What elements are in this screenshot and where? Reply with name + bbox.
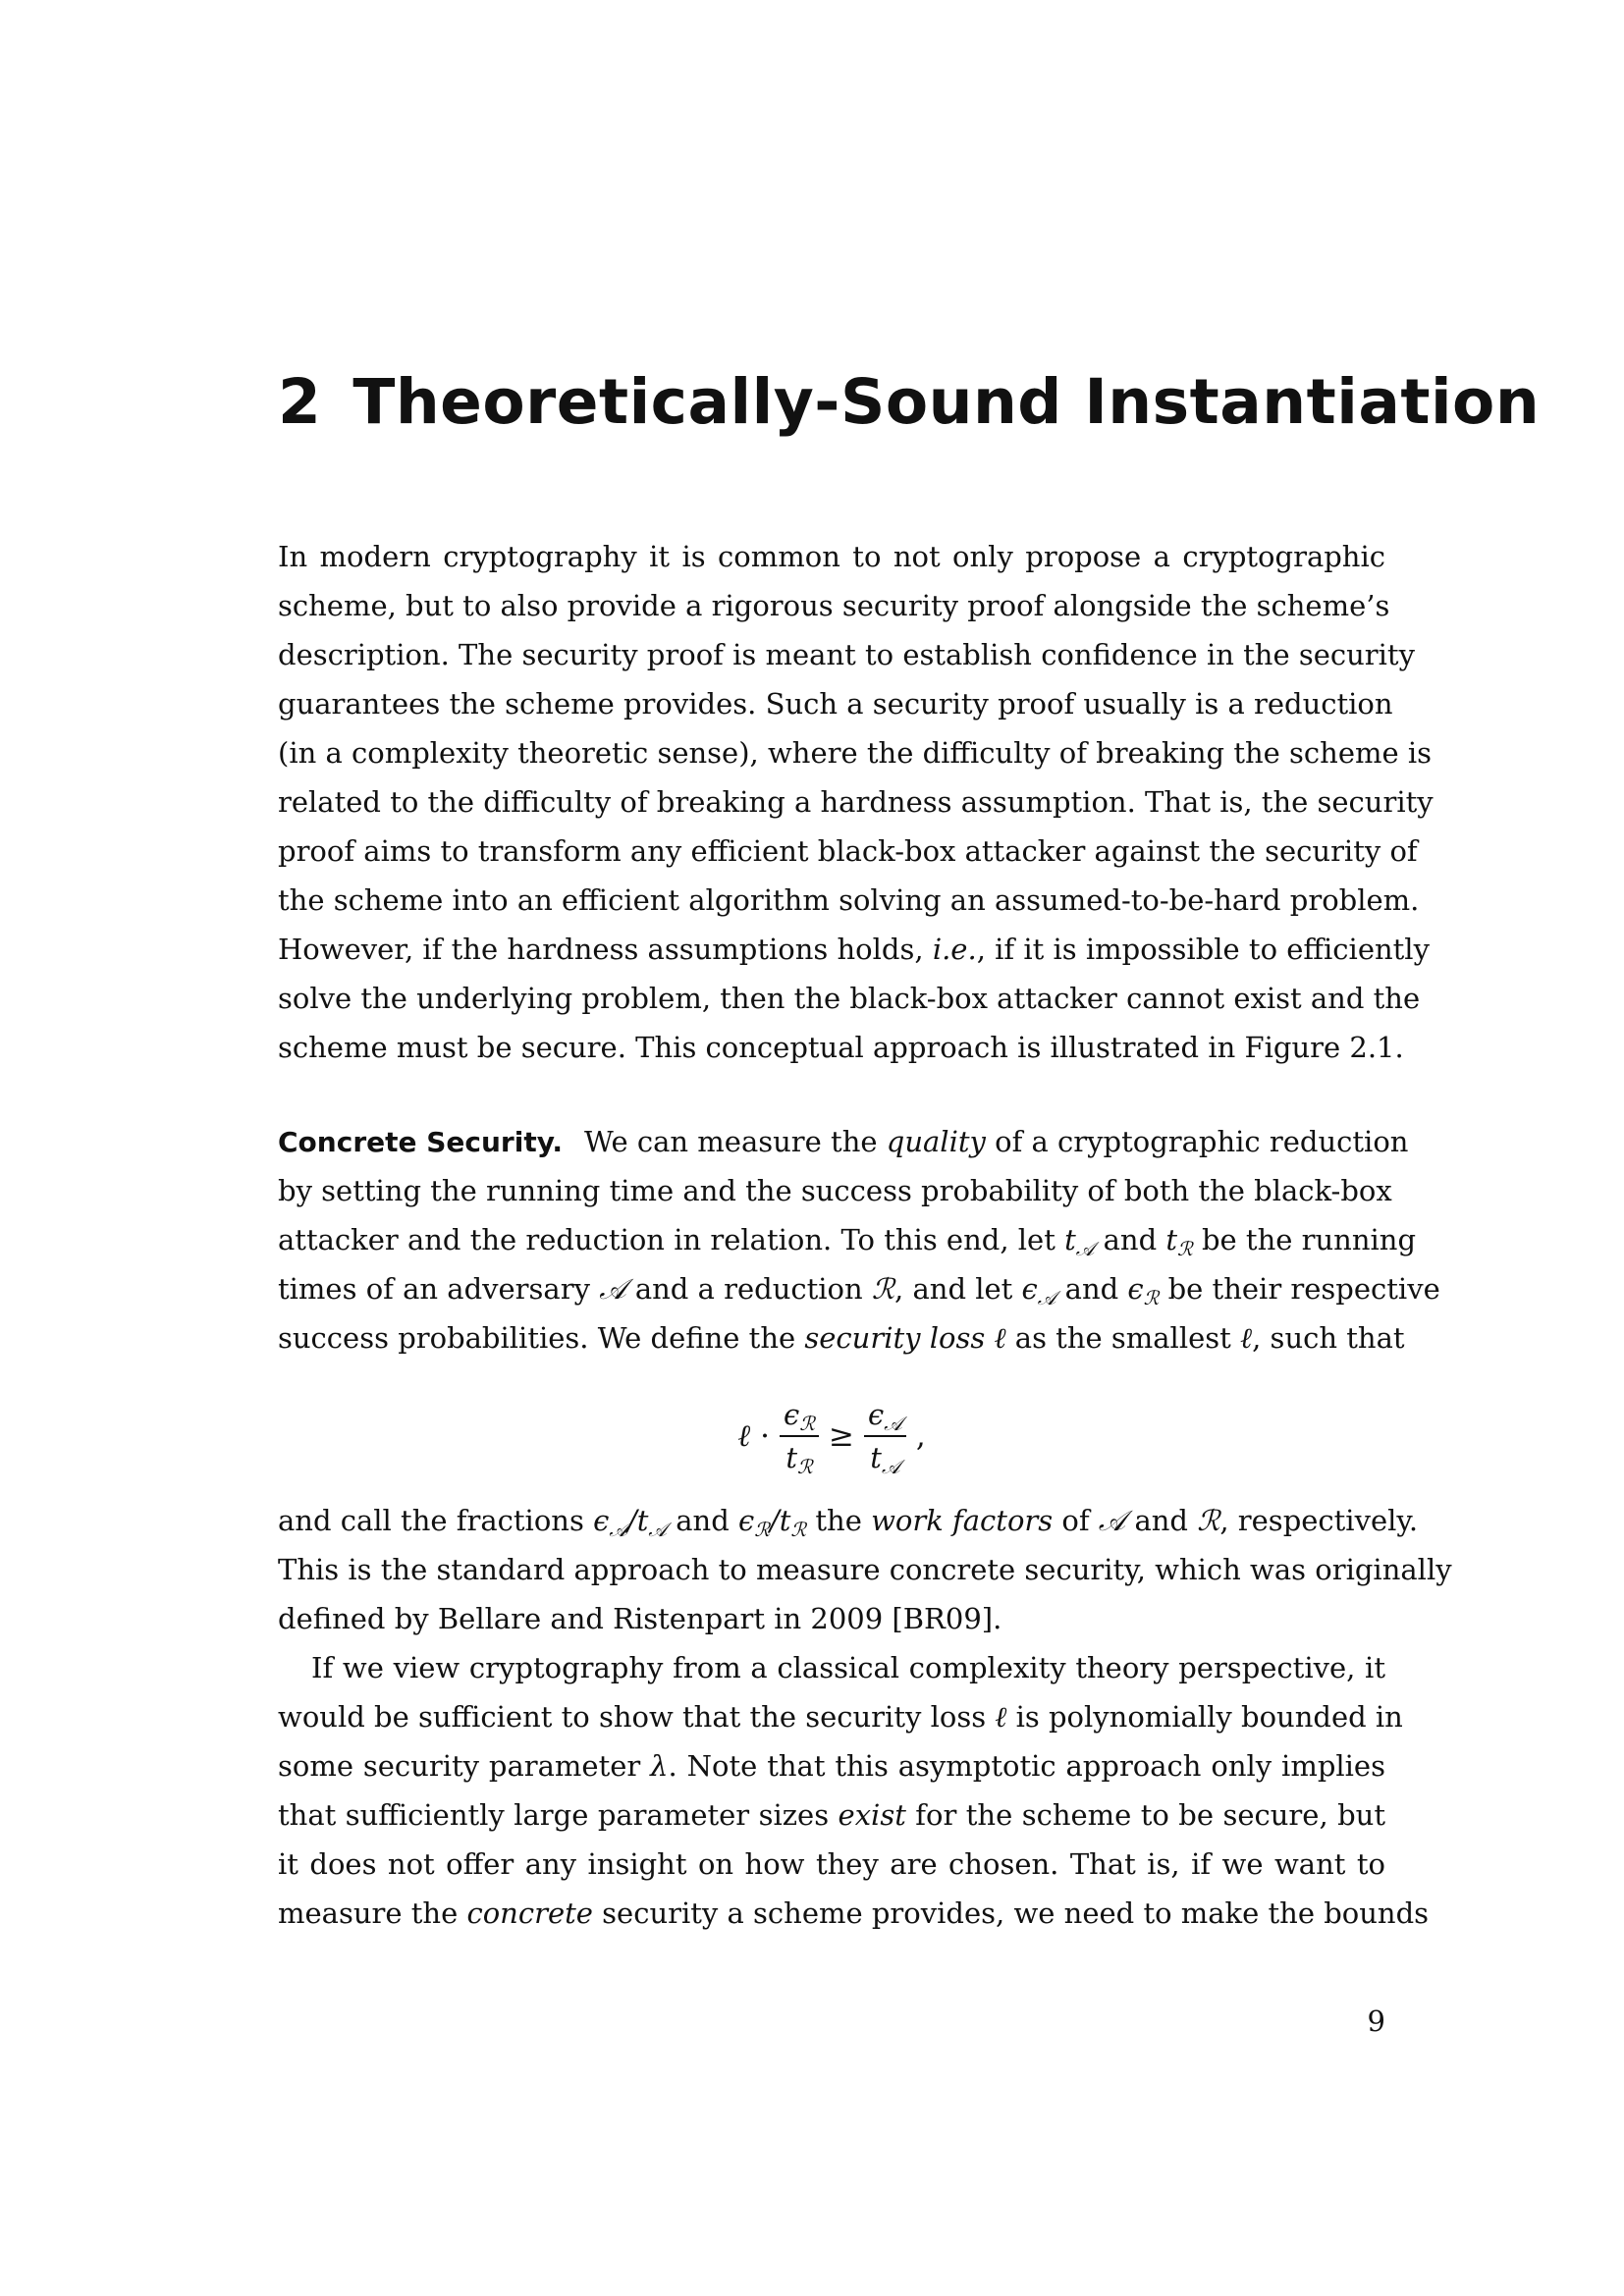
math-cdot: ·	[760, 1418, 771, 1454]
math-t-adv: $t_𝒜$	[1064, 1223, 1095, 1260]
text-run: and a reduction	[625, 1272, 872, 1306]
math-lambda: λ	[650, 1749, 669, 1783]
text-run: is polynomially bounded in	[1006, 1700, 1403, 1734]
text-run: and	[1125, 1504, 1198, 1537]
security-loss-equation	[278, 1382, 1385, 1490]
math-ell: ℓ	[1240, 1321, 1253, 1355]
math-eps-adv: $\epsilon_𝒜$	[1021, 1272, 1056, 1309]
math-adversary: 𝒜	[599, 1272, 626, 1306]
text-run: some security parameter	[278, 1749, 651, 1783]
text-run: scheme must be secure. This conceptual approach is illustrated in Figure 2.1.	[278, 1031, 1404, 1064]
math-work-factor-adv: $\epsilon_𝒜/t_𝒜$	[593, 1504, 668, 1541]
fraction-numerator: $\epsilon_𝒜$	[864, 1398, 906, 1437]
text-run: success probabilities. We define the	[278, 1321, 805, 1355]
math-ell: ℓ	[737, 1418, 751, 1454]
math-reduction: ℛ	[1197, 1504, 1220, 1537]
concrete-security-paragraph	[278, 1117, 1440, 1362]
text-run: the	[806, 1504, 872, 1537]
text-run: , and let	[894, 1272, 1022, 1306]
page-number: 9	[1367, 2004, 1385, 2038]
text-run: However, if the hardness assumptions holds,	[278, 933, 933, 966]
math-work-factor-red: $\epsilon_ℛ/t_ℛ$	[738, 1504, 807, 1541]
text-line	[278, 1264, 1440, 1313]
math-t-red: $t_ℛ$	[1165, 1223, 1193, 1260]
text-line: In modern cryptography it is common to not only propose a cryptographic	[278, 540, 1385, 573]
emphasis: concrete	[466, 1896, 593, 1930]
text-run: of	[1053, 1504, 1099, 1537]
math-ell: ℓ	[995, 1700, 1007, 1734]
text-line	[278, 925, 1430, 974]
emphasis: quality	[886, 1125, 986, 1158]
fraction-denominator: $t_ℛ$	[785, 1441, 813, 1478]
text-run: be their respective	[1159, 1272, 1440, 1306]
text-line	[278, 1215, 1417, 1264]
text-line	[278, 1023, 1404, 1072]
chapter-title-text: Theoretically-Sound Instantiation	[352, 366, 1541, 438]
text-line: related to the difficulty of breaking a hardness assumption. That is, the security	[278, 785, 1434, 819]
math-eps-red: $\epsilon_ℛ$	[1127, 1272, 1160, 1309]
intro-paragraph	[278, 532, 1434, 1072]
text-run: measure the	[278, 1896, 467, 1930]
text-line	[278, 1496, 1419, 1545]
emphasis: exist	[838, 1798, 906, 1832]
fraction-adversary	[864, 1398, 906, 1478]
work-factor-paragraph	[278, 1496, 1452, 1938]
math-ell: ℓ	[994, 1321, 1006, 1355]
text-line	[278, 1313, 1405, 1362]
text-line	[278, 1741, 1385, 1790]
text-line	[278, 1594, 1385, 1643]
text-line: scheme, but to also provide a rigorous security proof alongside the scheme’s	[278, 589, 1390, 622]
fraction-denominator: $t_𝒜$	[870, 1441, 900, 1478]
text-run: , if it is impossible to efficiently	[976, 933, 1430, 966]
text-line	[278, 1117, 1409, 1166]
text-line: description. The security proof is meant to establish confidence in the security	[278, 638, 1415, 671]
text-run: defined by Bellare and Ristenpart in 2009 [BR09].	[278, 1602, 1002, 1635]
chapter-number: 2	[278, 366, 322, 438]
text-run: that sufficiently large parameter sizes	[278, 1798, 839, 1832]
text-run: . Note that this asymptotic approach only implies	[668, 1749, 1385, 1783]
text-line: it does not offer any insight on how they are chosen. That is, if we want to	[278, 1847, 1385, 1881]
text-run: as the smallest	[1005, 1321, 1241, 1355]
emphasis: work factors	[871, 1504, 1054, 1537]
text-line: the scheme into an efficient algorithm solving an assumed-to-be-hard problem.	[278, 883, 1420, 917]
text-run: times of an adversary	[278, 1272, 600, 1306]
text-run: would be sufficient to show that the security loss	[278, 1700, 996, 1734]
text-run: , such that	[1252, 1321, 1405, 1355]
fraction-numerator: $\epsilon_ℛ$	[780, 1398, 819, 1437]
text-line	[278, 1889, 1430, 1938]
text-run: We can measure the	[584, 1125, 887, 1158]
text-line: guarantees the scheme provides. Such a security proof usually is a reduction	[278, 687, 1393, 721]
chapter-title	[278, 366, 1541, 438]
text-line: (in a complexity theoretic sense), where the difficulty of breaking the scheme is	[278, 736, 1433, 770]
equation-body	[737, 1382, 926, 1490]
text-line	[278, 1790, 1385, 1840]
text-run: attacker and the reduction in relation. To this end, let	[278, 1223, 1065, 1256]
emphasis: security loss	[804, 1321, 986, 1355]
text-run: and	[667, 1504, 738, 1537]
math-adversary: 𝒜	[1098, 1504, 1126, 1537]
text-line: solve the underlying problem, then the black-box attacker cannot exist and the	[278, 982, 1421, 1015]
text-run: and	[1056, 1272, 1128, 1306]
paragraph-heading: Concrete Security.	[278, 1126, 564, 1158]
ie-abbrev: i.e.	[932, 933, 977, 966]
text-line: This is the standard approach to measure concrete security, which was originally	[278, 1553, 1452, 1586]
text-line	[278, 1692, 1403, 1741]
math-reduction: ℛ	[871, 1272, 895, 1306]
text-run: , respectively.	[1219, 1504, 1419, 1537]
text-line: by setting the running time and the success probability of both the black-box	[278, 1174, 1392, 1207]
math-geq: ≥	[829, 1418, 854, 1454]
fraction-reduction	[780, 1398, 819, 1478]
text-run: for the scheme to be secure, but	[905, 1798, 1385, 1832]
text-run: security a scheme provides, we need to make the bounds	[592, 1896, 1430, 1930]
text-run: and	[1094, 1223, 1166, 1256]
text-run: be the running	[1192, 1223, 1417, 1256]
text-run: of a cryptographic reduction	[985, 1125, 1409, 1158]
text-line: proof aims to transform any efficient black-box attacker against the security of	[278, 834, 1418, 868]
text-run: and call the fractions	[278, 1504, 594, 1537]
math-comma: ,	[915, 1418, 926, 1454]
text-line: If we view cryptography from a classical complexity theory perspective, it	[311, 1651, 1385, 1684]
